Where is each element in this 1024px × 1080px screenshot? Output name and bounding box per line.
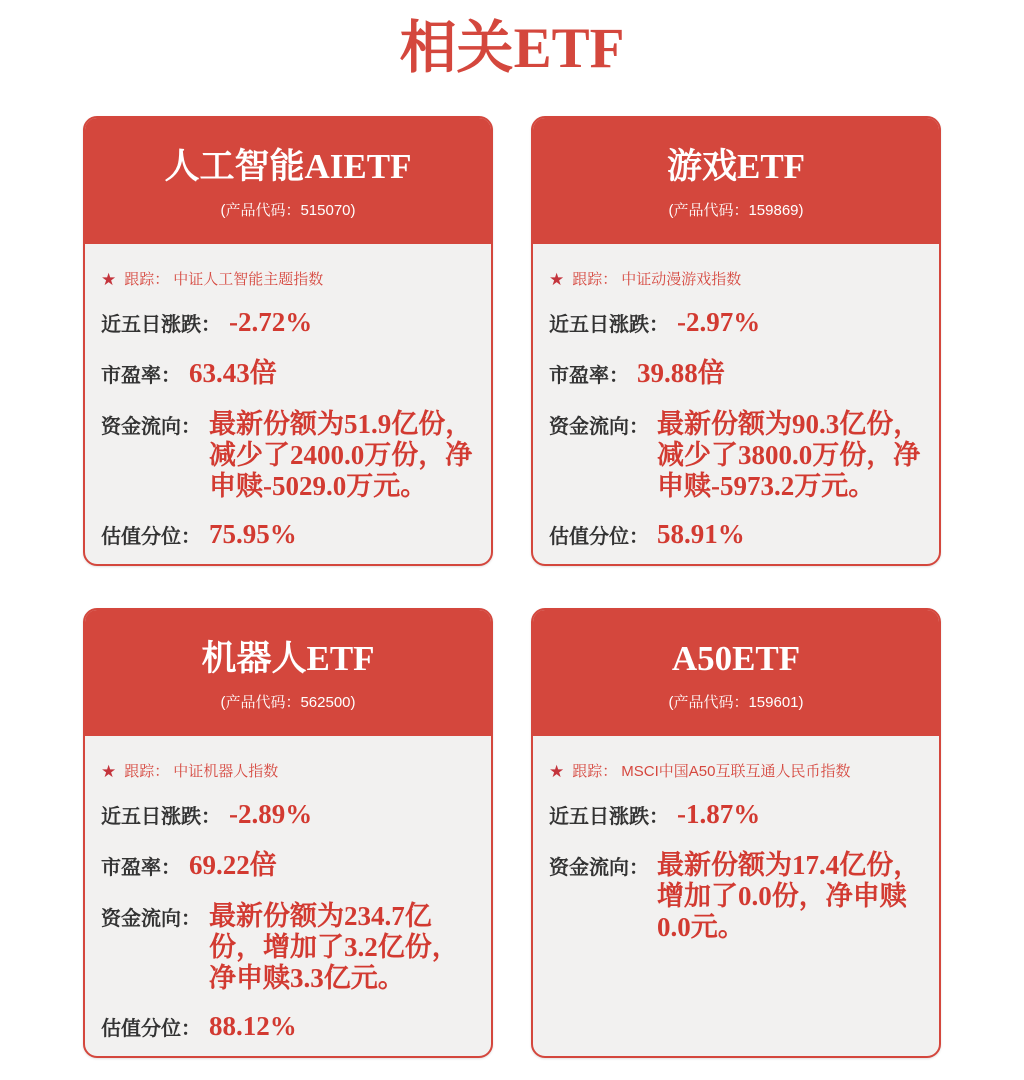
metric-label: 估值分位： <box>101 526 201 548</box>
track-label: 跟踪： <box>572 271 618 288</box>
metric-row <box>101 901 475 994</box>
metric-label: 资金流向： <box>549 416 649 438</box>
metric-row <box>101 409 475 502</box>
track-label: 跟踪： <box>124 763 170 780</box>
metric-value: -2.97% <box>677 307 761 337</box>
etf-card-header <box>85 610 491 736</box>
etf-card-body <box>533 244 939 553</box>
metric-value: 58.91% <box>657 519 745 549</box>
etf-card-header <box>533 118 939 244</box>
etf-card-grid <box>0 116 1024 1058</box>
tracked-index-name: MSCI中国A50互联互通人民币指数 <box>621 763 851 780</box>
etf-name <box>543 640 929 678</box>
etf-card-body <box>85 736 491 1045</box>
etf-name <box>543 148 929 186</box>
etf-card-header <box>85 118 491 244</box>
page-title-en: ETF <box>513 17 625 80</box>
metric-label: 资金流向： <box>101 908 201 930</box>
metric-value: 63.43倍 <box>189 358 277 388</box>
tracked-index-line <box>101 762 475 782</box>
metric-row <box>101 1011 475 1045</box>
metric-row <box>549 799 923 833</box>
page-title <box>0 12 1024 88</box>
etf-name <box>95 148 481 186</box>
etf-name-zh: 人工智能 <box>164 147 305 186</box>
metric-label: 近五日涨跌： <box>101 314 221 336</box>
metric-value: 39.88倍 <box>637 358 725 388</box>
tracked-index-line <box>549 270 923 290</box>
etf-card <box>83 608 493 1058</box>
metric-value: 最新份额为17.4亿份，增加了0.0份，净申赎0.0元。 <box>657 850 921 942</box>
tracked-index-name: 中证机器人指数 <box>173 763 279 780</box>
metric-row <box>549 358 923 392</box>
track-label: 跟踪： <box>124 271 170 288</box>
metric-label: 市盈率： <box>549 365 629 387</box>
etf-card-body <box>85 244 491 553</box>
etf-name <box>95 640 481 678</box>
etf-name-en: ETF <box>736 147 806 186</box>
page-title-zh: 相关 <box>399 16 514 80</box>
etf-product-code: (产品代码：562500) <box>220 694 356 711</box>
etf-card <box>531 608 941 1058</box>
metric-row <box>549 850 923 943</box>
metric-value: 最新份额为90.3亿份，减少了3800.0万份，净申赎-5973.2万元。 <box>657 409 921 501</box>
metric-row <box>549 519 923 553</box>
star-icon: ★ <box>549 270 565 289</box>
etf-name-en: A50ETF <box>671 639 801 678</box>
etf-card-body <box>533 736 939 943</box>
metric-label: 近五日涨跌： <box>549 314 669 336</box>
etf-product-code: (产品代码：515070) <box>220 202 356 219</box>
tracked-index-line <box>101 270 475 290</box>
etf-product-code: (产品代码：159869) <box>668 202 804 219</box>
etf-name-zh: 机器人 <box>201 639 307 678</box>
metric-row <box>549 409 923 502</box>
metric-row <box>101 519 475 553</box>
metric-value: -2.72% <box>229 307 313 337</box>
metric-label: 近五日涨跌： <box>101 806 221 828</box>
metric-label: 市盈率： <box>101 365 181 387</box>
metric-row <box>101 307 475 341</box>
track-label: 跟踪： <box>572 763 618 780</box>
metric-label: 资金流向： <box>101 416 201 438</box>
tracked-index-name: 中证人工智能主题指数 <box>173 271 324 288</box>
metric-row <box>101 799 475 833</box>
metric-value: -1.87% <box>677 799 761 829</box>
etf-card-header <box>533 610 939 736</box>
metric-value: 最新份额为234.7亿份，增加了3.2亿份，净申赎3.3亿元。 <box>209 901 459 993</box>
etf-name-zh: 游戏 <box>666 147 737 186</box>
star-icon: ★ <box>101 270 117 289</box>
metric-label: 市盈率： <box>101 857 181 879</box>
etf-name-en: AIETF <box>304 147 412 186</box>
metric-label: 估值分位： <box>101 1018 201 1040</box>
metric-label: 资金流向： <box>549 857 649 879</box>
metric-row <box>101 358 475 392</box>
tracked-index-name: 中证动漫游戏指数 <box>621 271 742 288</box>
star-icon: ★ <box>549 762 565 781</box>
star-icon: ★ <box>101 762 117 781</box>
metric-row <box>549 307 923 341</box>
metric-label: 近五日涨跌： <box>549 806 669 828</box>
metric-row <box>101 850 475 884</box>
metric-value: 69.22倍 <box>189 850 277 880</box>
metric-value: 88.12% <box>209 1011 297 1041</box>
etf-card <box>83 116 493 566</box>
metric-label: 估值分位： <box>549 526 649 548</box>
metric-value: -2.89% <box>229 799 313 829</box>
etf-product-code: (产品代码：159601) <box>668 694 804 711</box>
etf-card <box>531 116 941 566</box>
tracked-index-line <box>549 762 923 782</box>
metric-value: 最新份额为51.9亿份，减少了2400.0万份，净申赎-5029.0万元。 <box>209 409 473 501</box>
metric-value: 75.95% <box>209 519 297 549</box>
etf-name-en: ETF <box>306 639 375 678</box>
